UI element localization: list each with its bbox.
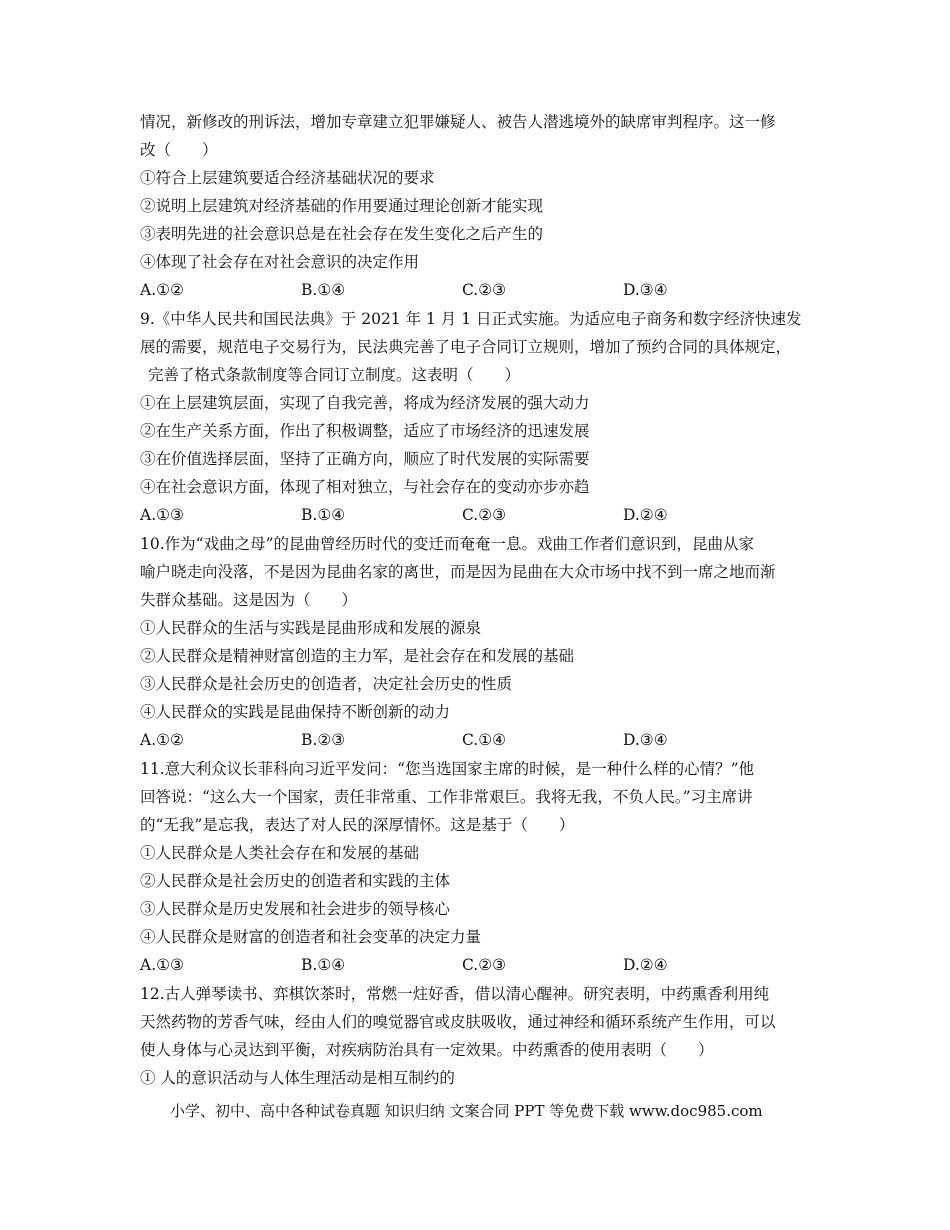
q11-stem-line-1: 11.意大利众议长菲科向习近平发问：“您当选国家主席的时候，是一种什么样的心情？”他: [140, 760, 755, 778]
q11-stem-line-3: 的“无我”是忘我，表达了对人民的深厚情怀。这是基于（ ）: [140, 816, 575, 834]
q8-stem-line-1: 情况，新修改的刑诉法，增加专章建立犯罪嫌疑人、被告人潜逃境外的缺席审判程序。这一修: [140, 113, 776, 131]
q11-statement-4: ④人民群众是财富的创造者和社会变革的决定力量: [140, 928, 482, 946]
q10-statement-1: ①人民群众的生活与实践是昆曲形成和发展的源泉: [140, 619, 482, 637]
q10-statement-2: ②人民群众是精神财富创造的主力军，是社会存在和发展的基础: [140, 647, 575, 665]
q8-option-c: C.②③: [462, 281, 507, 299]
q10-option-a: A.①②: [140, 731, 184, 749]
q11-option-a: A.①③: [140, 956, 184, 974]
q11-statement-2: ②人民群众是社会历史的创造者和实践的主体: [140, 872, 451, 890]
q8-option-d: D.③④: [623, 281, 668, 299]
q12-stem-line-1: 12.古人弹琴读书、弈棋饮茶时，常燃一炷好香，借以清心醒神。研究表明，中药熏香利用纯: [140, 985, 770, 1003]
q10-options: [140, 730, 840, 750]
q9-stem-line-2: 展的需要，规范电子交易行为，民法典完善了电子合同订立规则，增加了预约合同的具体规定，: [140, 338, 792, 356]
q12-statement-1: ① 人的意识活动与人体生理活动是相互制约的: [140, 1069, 455, 1087]
q10-statement-4: ④人民群众的实践是昆曲保持不断创新的动力: [140, 703, 451, 721]
q10-stem-line-2: 喻户晓走向没落，不是因为昆曲名家的离世，而是因为昆曲在大众市场中找不到一席之地而渐: [140, 563, 776, 581]
q9-option-c: C.②③: [462, 506, 507, 524]
q9-options: [140, 505, 840, 525]
q11-option-d: D.②④: [623, 956, 668, 974]
q9-stem-line-1: 9.《中华人民共和国民法典》于 2021 年 1 月 1 日正式实施。为适应电子商务和数字经济快速发: [140, 310, 802, 328]
q12-stem-line-3: 使人身体与心灵达到平衡，对疾病防治具有一定效果。中药熏香的使用表明（ ）: [140, 1041, 714, 1059]
q8-statement-1: ①符合上层建筑要适合经济基础状况的要求: [140, 169, 435, 187]
q11-option-c: C.②③: [462, 956, 507, 974]
page-footer: 小学、初中、高中各种试卷真题 知识归纳 文案合同 PPT 等免费下载 www.doc985.com: [170, 1102, 763, 1120]
q8-statement-3: ③表明先进的社会意识总是在社会存在发生变化之后产生的: [140, 225, 544, 243]
q9-statement-2: ②在生产关系方面，作出了积极调整，适应了市场经济的迅速发展: [140, 422, 590, 440]
q9-stem-line-3: 完善了格式条款制度等合同订立制度。这表明（ ）: [148, 366, 521, 384]
q8-option-a: A.①②: [140, 281, 184, 299]
q10-stem-line-1: 10.作为“戏曲之母”的昆曲曾经历时代的变迁而奄奄一息。戏曲工作者们意识到，昆曲从家: [140, 535, 755, 553]
q10-option-c: C.①④: [462, 731, 507, 749]
q11-statement-3: ③人民群众是历史发展和社会进步的领导核心: [140, 900, 451, 918]
q10-option-d: D.③④: [623, 731, 668, 749]
q8-stem-line-2: 改（ ）: [140, 141, 218, 159]
q9-statement-1: ①在上层建筑层面，实现了自我完善，将成为经济发展的强大动力: [140, 394, 590, 412]
q8-options: [140, 280, 840, 300]
q10-statement-3: ③人民群众是社会历史的创造者，决定社会历史的性质: [140, 675, 513, 693]
q9-option-d: D.②④: [623, 506, 668, 524]
q11-options: [140, 955, 840, 975]
q8-option-b: B.①④: [301, 281, 346, 299]
q10-option-b: B.②③: [301, 731, 346, 749]
q11-statement-1: ①人民群众是人类社会存在和发展的基础: [140, 844, 420, 862]
q10-stem-line-3: 失群众基础。这是因为（ ）: [140, 591, 358, 609]
q12-stem-line-2: 天然药物的芳香气味，经由人们的嗅觉器官或皮肤吸收，通过神经和循环系统产生作用，可以: [140, 1013, 776, 1031]
q8-statement-4: ④体现了社会存在对社会意识的决定作用: [140, 253, 420, 271]
q9-option-b: B.①④: [301, 506, 346, 524]
q8-statement-2: ②说明上层建筑对经济基础的作用要通过理论创新才能实现: [140, 197, 544, 215]
q11-option-b: B.①④: [301, 956, 346, 974]
q9-statement-4: ④在社会意识方面，体现了相对独立，与社会存在的变动亦步亦趋: [140, 478, 590, 496]
q11-stem-line-2: 回答说：“这么大一个国家，责任非常重、工作非常艰巨。我将无我，不负人民。”习主席讲: [140, 788, 753, 806]
q9-statement-3: ③在价值选择层面，坚持了正确方向，顺应了时代发展的实际需要: [140, 450, 590, 468]
q9-option-a: A.①③: [140, 506, 184, 524]
